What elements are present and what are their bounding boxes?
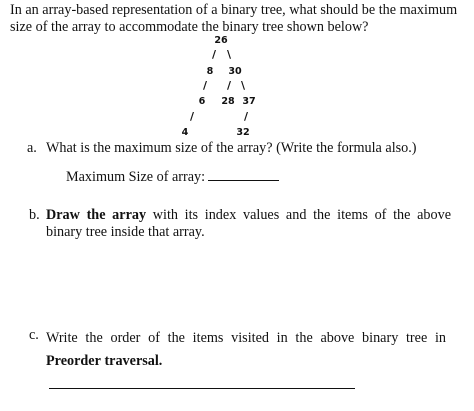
question-b-rest: with its index values and the items of the above binary tree inside that array. [46,207,451,240]
question-intro: In an array-based representation of a binary tree, what should be the maximum size of the array to accommodate the binary tree shown below? [10,2,458,35]
tree-node-8: 8 [206,66,214,77]
tree-edge-37-32: / [243,110,249,123]
tree-node-37: 37 [242,96,256,107]
question-b-label: b. [29,207,40,223]
tree-edge-8-6: / [202,79,208,92]
question-c-bold-2: traversal. [104,353,163,369]
preorder-answer-line[interactable] [49,388,355,389]
tree-node-4: 4 [181,127,189,138]
tree-node-32: 32 [236,127,250,138]
tree-node-28: 28 [221,96,235,107]
max-size-answer-blank[interactable] [208,168,279,181]
question-c-label: c. [29,327,39,343]
question-b-text [46,207,451,241]
tree-edge-30-37: \ [240,79,246,92]
question-a-text: What is the maximum size of the array? (Write the formula also.) [46,140,417,156]
question-c-bold-1: Preorder [46,353,101,369]
question-b-bold: Draw the array [46,207,147,223]
tree-node-6: 6 [198,96,206,107]
tree-edge-30-28: / [226,79,232,92]
tree-node-30: 30 [228,66,242,77]
tree-edge-26-30: \ [226,48,232,61]
answer-a-row [66,168,279,186]
question-c-text [46,327,446,373]
question-a-label: a. [27,140,37,156]
question-c-rest: Write the order of the items visited in the above binary tree in [46,330,446,346]
max-size-prompt: Maximum Size of array: [66,169,206,185]
tree-node-26: 26 [214,35,228,46]
tree-edge-26-8: / [211,48,217,61]
tree-edge-6-4: / [189,110,195,123]
